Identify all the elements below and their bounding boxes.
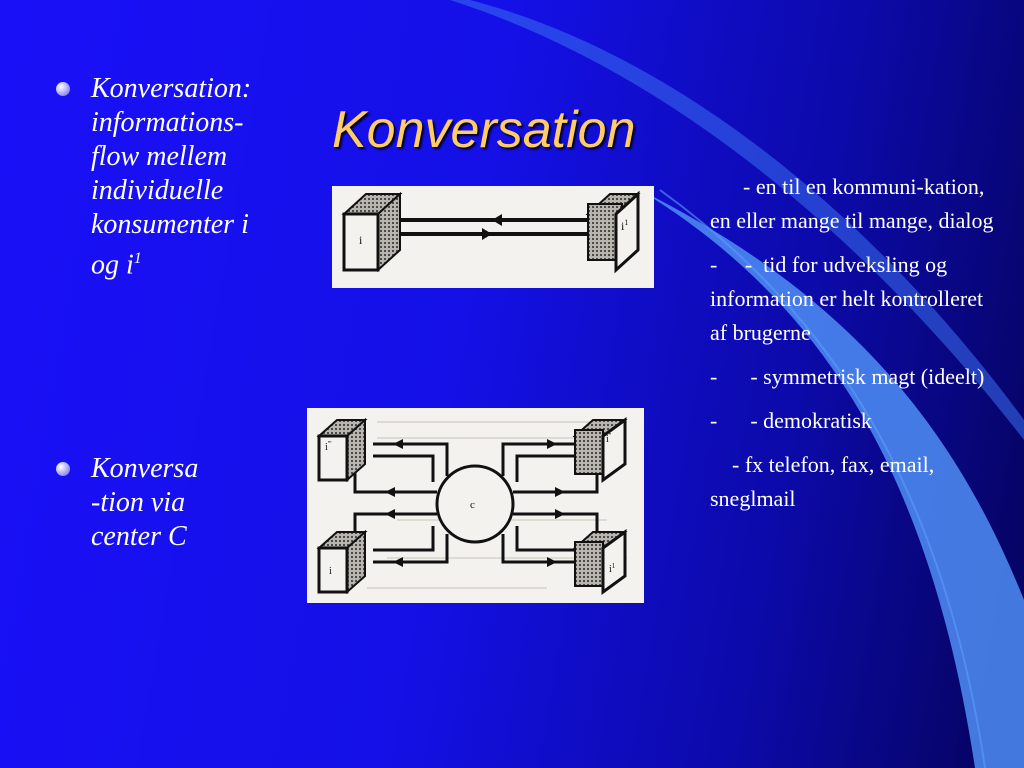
right-text-block xyxy=(710,170,1000,526)
bullet-line: Konversa xyxy=(91,453,199,484)
node-label: $i^1$ xyxy=(621,218,629,233)
bullet-line: informations- xyxy=(91,107,244,138)
cube-icon xyxy=(575,420,625,480)
node-label: i xyxy=(329,566,332,577)
bullet-superscript: 1 xyxy=(133,250,142,267)
bullet-line: -tion via xyxy=(91,487,186,518)
cube-icon xyxy=(319,420,365,480)
diagram-direct xyxy=(332,186,654,288)
node-label: $i^1$ xyxy=(609,562,616,575)
arrow-head-icon xyxy=(482,228,492,240)
bullet-dot-icon xyxy=(56,462,70,476)
right-point: - en til en kommuni-kation, en eller mange til mange, dialog xyxy=(710,174,994,233)
right-point: - - tid for udveksling og information er helt kontrolleret af brugerne xyxy=(710,252,984,345)
cube-icon xyxy=(575,532,625,592)
cube-icon xyxy=(319,532,365,592)
bullet-row xyxy=(54,72,294,282)
arrow-head-icon xyxy=(492,214,502,226)
bullet-row xyxy=(54,452,294,554)
bullet-line: konsumenter i xyxy=(91,209,249,240)
direct-conversation-figure xyxy=(332,186,654,288)
center-conversation-figure xyxy=(307,408,644,603)
bullet-1 xyxy=(54,72,294,282)
center-label: c xyxy=(470,499,475,511)
diagram-center xyxy=(307,408,644,603)
bullet-2 xyxy=(54,452,294,554)
bullet-line: individuelle xyxy=(91,175,224,206)
bullet-line: Konversation: xyxy=(91,73,252,104)
center-node xyxy=(437,466,513,542)
bullet-line: center C xyxy=(91,521,187,552)
bullet-line: flow mellem xyxy=(91,141,228,172)
right-point: - - demokratisk xyxy=(710,408,872,433)
node-label: i'' xyxy=(606,432,612,445)
node-label: i xyxy=(359,233,363,247)
bullet-text: og i xyxy=(91,249,134,281)
node-label: i''' xyxy=(325,440,332,453)
cube-icon xyxy=(344,194,400,270)
right-point: - - symmetrisk magt (ideelt) xyxy=(710,364,985,389)
bullet-line-last xyxy=(91,242,294,282)
right-point: - fx telefon, fax, email, sneglmail xyxy=(710,452,935,511)
page-title: Konversation xyxy=(332,101,636,159)
cube-icon xyxy=(588,194,638,270)
bullet-dot-icon xyxy=(56,82,70,96)
